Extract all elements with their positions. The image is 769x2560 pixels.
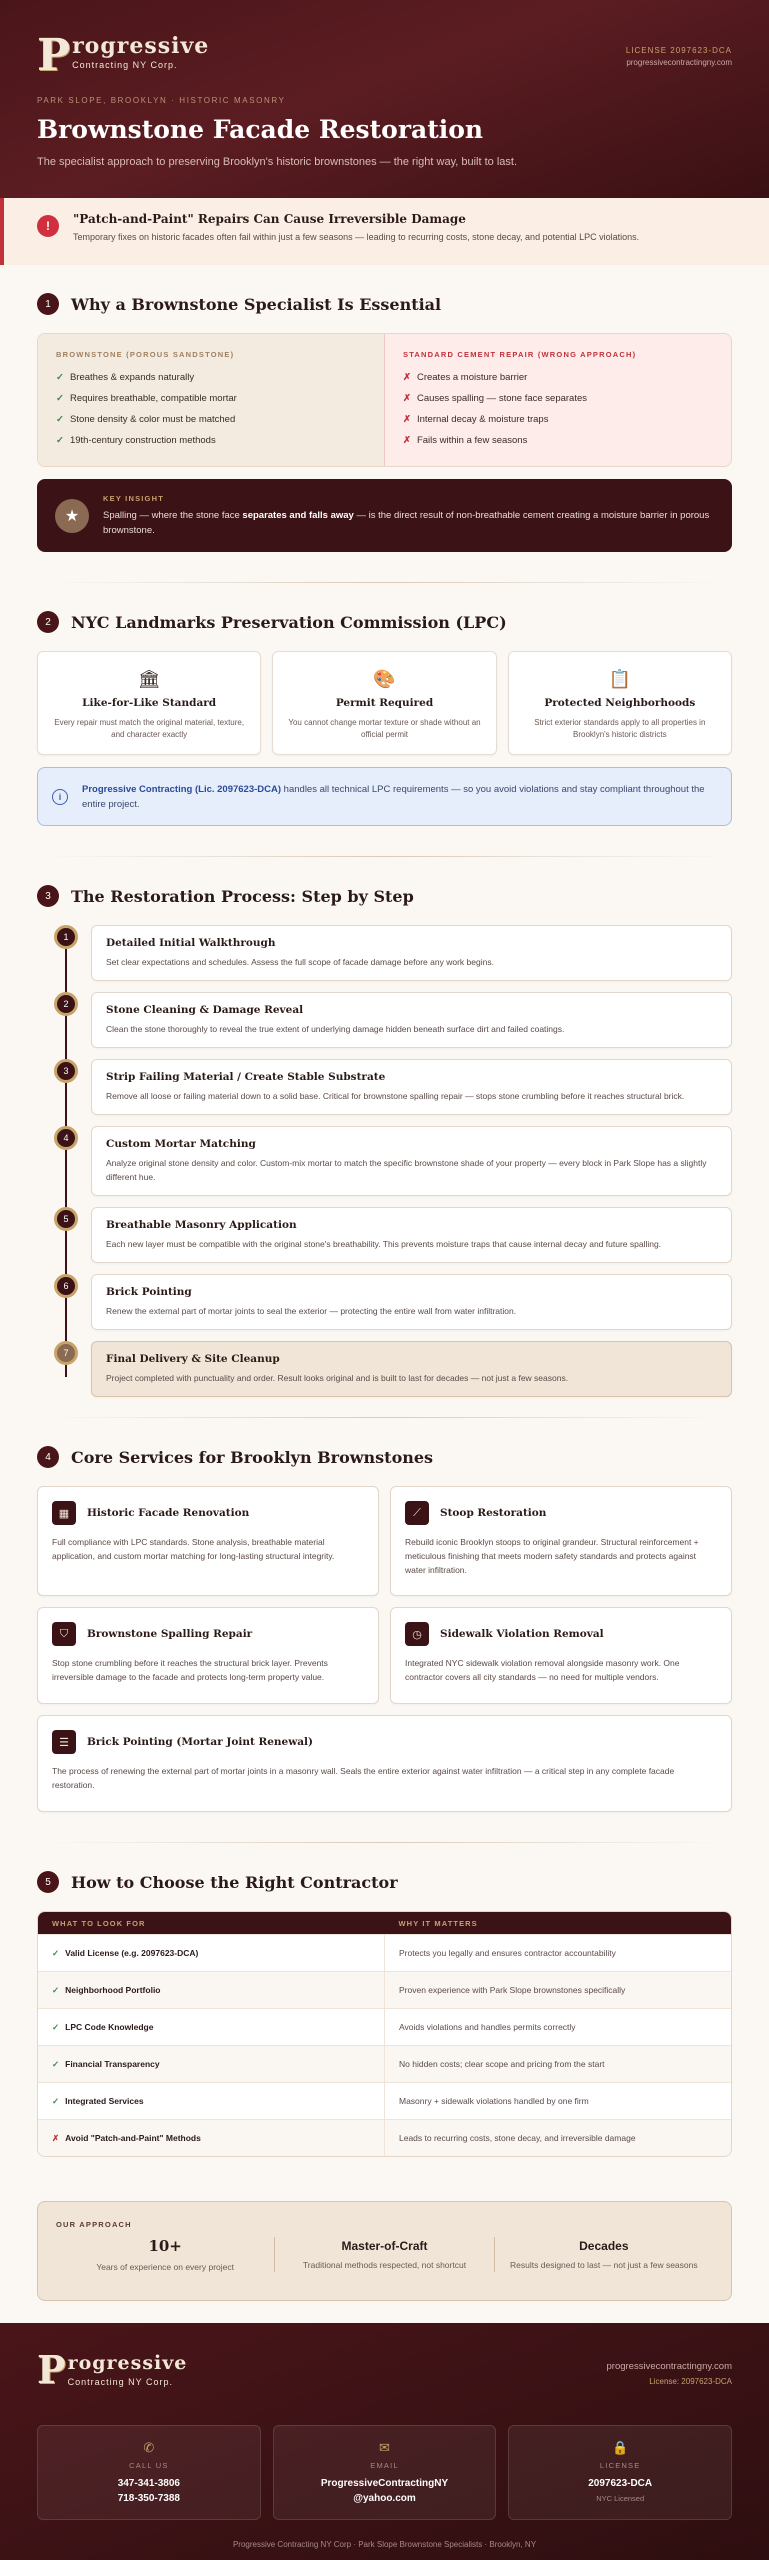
step-text: Analyze original stone density and color. Custom-mix mortar to match the specific brownstone shade of your property — every block in Park Slope has a slightly different hue.: [106, 1158, 707, 1182]
breadcrumb: PARK SLOPE, BROOKLYN · HISTORIC MASONRY: [37, 96, 286, 105]
service-title: Brownstone Spalling Repair: [87, 1628, 253, 1640]
footer: [0, 2323, 769, 2560]
column-header: WHAT TO LOOK FOR: [52, 1918, 146, 1928]
table-header: [38, 1912, 731, 1934]
step-number: 6: [54, 1274, 78, 1298]
key-insight: [37, 479, 732, 552]
logo-word: rogressive: [72, 33, 210, 59]
page-subtitle: The specialist approach to preserving Brooklyn's historic brownstones — the right way, built to last.: [37, 156, 518, 168]
criterion-cell: ✓ Valid License (e.g. 2097623-DCA): [38, 1935, 385, 1971]
facade-icon: ▦: [52, 1501, 76, 1525]
cross-icon: ✗: [403, 393, 411, 404]
card-text: You cannot change mortar texture or shade without an official permit: [288, 718, 481, 739]
cement-heading: STANDARD CEMENT REPAIR (WRONG APPROACH): [403, 350, 637, 359]
criterion-cell: ✗ Avoid "Patch-and-Paint" Methods: [38, 2120, 385, 2156]
card-text: Every repair must match the original material, texture, and character exactly: [54, 718, 245, 739]
service-title: Historic Facade Renovation: [87, 1507, 250, 1519]
clipboard-icon: 📋: [608, 669, 632, 689]
step-title: Brick Pointing: [106, 1286, 192, 1298]
step-card: [91, 1207, 732, 1263]
note-text: Progressive Contracting (Lic. 2097623-DCA) handles all technical LPC requirements — so you avoid violations and stay compliant throughout the entire project.: [82, 783, 705, 810]
email-address[interactable]: ProgressiveContractingNY @yahoo.com: [320, 2478, 449, 2504]
footer-license: License: 2097623-DCA: [649, 2377, 732, 2386]
lpc-card: [508, 651, 732, 755]
approach-panel: [37, 2201, 732, 2301]
divider: [37, 582, 732, 583]
card-label: EMAIL: [370, 2461, 399, 2470]
hero-band: [0, 0, 769, 198]
check-icon: ✓: [56, 393, 64, 404]
approach-label: OUR APPROACH: [56, 2220, 132, 2229]
section-number: 2: [37, 611, 59, 633]
service-card: [37, 1715, 732, 1812]
cross-icon: ✗: [403, 372, 411, 383]
section-services: [0, 1446, 769, 1812]
step-text: Each new layer must be compatible with the original stone's breathability. This prevents moisture traps that cause internal decay and future spalling.: [106, 1239, 662, 1249]
info-icon: i: [52, 789, 68, 805]
check-icon: ✓: [52, 1947, 60, 1958]
check-icon: ✓: [52, 1984, 60, 1995]
contractor-table: [37, 1911, 732, 2157]
service-card: [37, 1607, 379, 1704]
service-text: Integrated NYC sidewalk violation removal alongside masonry work. One contractor covers all city standards — no need for multiple vendors.: [405, 1658, 680, 1682]
warning-alert: [0, 198, 769, 265]
step-card: [91, 1341, 732, 1397]
reason-cell: Avoids violations and handles permits correctly: [399, 2022, 576, 2032]
service-card: [390, 1607, 732, 1704]
table-row: [38, 2119, 731, 2156]
table-row: [38, 1934, 731, 1971]
section-title: NYC Landmarks Preservation Commission (LPC): [71, 612, 507, 632]
step-number: 1: [54, 925, 78, 949]
card-title: Protected Neighborhoods: [544, 697, 696, 709]
card-title: Like-for-Like Standard: [82, 697, 217, 709]
table-row: [38, 1971, 731, 2008]
divider: [37, 1417, 732, 1418]
card-title: Permit Required: [335, 697, 434, 709]
card-text: Strict exterior standards apply to all properties in Brooklyn's historic districts: [534, 718, 706, 739]
cross-icon: ✗: [403, 414, 411, 425]
process-step: [37, 992, 732, 1048]
stairs-icon: ⟋: [405, 1501, 429, 1525]
reason-cell: Leads to recurring costs, stone decay, and irreversible damage: [399, 2133, 636, 2143]
table-row: [38, 2045, 731, 2082]
insight-label: KEY INSIGHT: [103, 493, 164, 503]
clock-icon: ◷: [405, 1622, 429, 1646]
warning-icon: !: [37, 215, 59, 237]
service-title: Brick Pointing (Mortar Joint Renewal): [87, 1736, 314, 1748]
service-title: Stoop Restoration: [440, 1507, 547, 1519]
step-card: [91, 1274, 732, 1330]
check-icon: ✓: [56, 414, 64, 425]
step-card: [91, 992, 732, 1048]
service-title: Sidewalk Violation Removal: [440, 1628, 604, 1640]
step-title: Strip Failing Material / Create Stable Substrate: [106, 1071, 386, 1083]
service-card: [37, 1486, 379, 1596]
section-number: 5: [37, 1871, 59, 1893]
list-item: ✗ Causes spalling — stone face separates: [403, 393, 588, 404]
contact-card-phone[interactable]: [37, 2425, 261, 2520]
step-number: 2: [54, 992, 78, 1016]
reason-cell: Masonry + sidewalk violations handled by one firm: [399, 2096, 589, 2106]
list-item: ✓ Requires breathable, compatible mortar: [56, 393, 237, 404]
step-text: Remove all loose or failing material down to a solid base. Critical for brownstone spalling repair — stops stone crumbling before it reaches structural brick.: [106, 1091, 685, 1101]
criterion-cell: ✓ Financial Transparency: [38, 2046, 385, 2082]
section-number: 1: [37, 293, 59, 315]
footer-url[interactable]: progressivecontractingny.com: [606, 2361, 732, 2372]
service-card: [390, 1486, 732, 1596]
step-card: [91, 1059, 732, 1115]
step-title: Detailed Initial Walkthrough: [106, 937, 276, 949]
step-title: Custom Mortar Matching: [106, 1138, 256, 1150]
steps-timeline: [37, 925, 732, 1397]
contact-card-license: [508, 2425, 732, 2520]
insight-text: Spalling — where the stone face separates and falls away — is the direct result of non-breathable cement creating a moisture barrier in porous brownstone.: [103, 509, 710, 536]
check-icon: ✓: [56, 372, 64, 383]
section-number: 4: [37, 1446, 59, 1468]
check-icon: ✓: [52, 2095, 60, 2106]
process-step: [37, 1207, 732, 1263]
phone-numbers[interactable]: 347-341-3806 718-350-7388: [117, 2478, 180, 2504]
section-title: Why a Brownstone Specialist Is Essential: [71, 294, 442, 314]
list-item: ✓ Stone density & color must be matched: [56, 414, 236, 425]
check-icon: ✓: [52, 2021, 60, 2032]
list-item: ✗ Fails within a few seasons: [403, 435, 528, 446]
card-label: LICENSE: [599, 2461, 641, 2470]
cross-icon: ✗: [403, 435, 411, 446]
alert-title: "Patch-and-Paint" Repairs Can Cause Irreversible Damage: [73, 212, 466, 226]
header-license: LICENSE 2097623-DCA: [625, 46, 732, 55]
service-text: Full compliance with LPC standards. Stone analysis, breathable material application, and custom mortar matching for long-lasting structural integrity.: [52, 1537, 335, 1561]
section-lpc: [0, 611, 769, 826]
step-title: Stone Cleaning & Damage Reveal: [106, 1004, 304, 1016]
criterion-cell: ✓ Neighborhood Portfolio: [38, 1972, 385, 2008]
approach-stat: Decades Results designed to last — not just a few seasons: [510, 2239, 698, 2270]
page-title: Brownstone Facade Restoration: [37, 115, 484, 144]
palette-icon: 🎨: [373, 669, 396, 689]
step-text: Clean the stone thoroughly to reveal the true extent of underlying damage hidden beneath surface dirt and failed coatings.: [106, 1024, 565, 1034]
logo-subtitle: Contracting NY Corp.: [72, 60, 178, 70]
card-label: CALL US: [129, 2461, 169, 2470]
criterion-cell: ✓ Integrated Services: [38, 2083, 385, 2119]
brownstone-heading: BROWNSTONE (POROUS SANDSTONE): [56, 350, 235, 359]
table-row: [38, 2082, 731, 2119]
shield-icon: ⛉: [52, 1622, 76, 1646]
process-step: [37, 1341, 732, 1397]
step-title: Final Delivery & Site Cleanup: [106, 1353, 280, 1365]
lock-icon: 🔒: [612, 2440, 629, 2455]
approach-stat: 10+ Years of experience on every project: [56, 2237, 275, 2272]
section-title: The Restoration Process: Step by Step: [71, 886, 414, 906]
header: [0, 0, 769, 81]
divider: [37, 1842, 732, 1843]
process-step: [37, 1126, 732, 1196]
process-step: [37, 1274, 732, 1330]
step-text: Set clear expectations and schedules. Assess the full scope of facade damage before any work begins.: [106, 957, 494, 967]
step-text: Project completed with punctuality and order. Result looks original and is built to last for decades — not just a few seasons.: [106, 1373, 569, 1383]
section-choose: [0, 1871, 769, 2301]
contact-card-email[interactable]: [273, 2425, 497, 2520]
reason-cell: No hidden costs; clear scope and pricing from the start: [399, 2059, 605, 2069]
check-icon: ✓: [52, 2058, 60, 2069]
mail-icon: ✉: [379, 2440, 390, 2455]
alert-text: Temporary fixes on historic facades often fail within just a few seasons — leading to recurring costs, stone decay, and potential LPC violations.: [73, 232, 640, 242]
process-step: [37, 925, 732, 981]
step-number: 3: [54, 1059, 78, 1083]
comparison-panel: [37, 333, 732, 467]
license-note: NYC Licensed: [596, 2494, 645, 2503]
logo-letter: P: [37, 30, 71, 81]
section-number: 3: [37, 885, 59, 907]
list-icon: ☰: [52, 1730, 76, 1754]
list-item: ✗ Internal decay & moisture traps: [403, 414, 549, 425]
license-number: 2097623-DCA: [588, 2478, 653, 2489]
service-text: Rebuild iconic Brooklyn stoops to original grandeur. Structural reinforcement + meticulous finishing that meets modern safety standards and protects against water infiltration.: [405, 1537, 699, 1575]
section-specialist: [0, 293, 769, 552]
compliance-note: [37, 767, 732, 826]
table-row: [38, 2008, 731, 2045]
section-title: How to Choose the Right Contractor: [71, 1872, 398, 1892]
step-number: 4: [54, 1126, 78, 1150]
section-title: Core Services for Brooklyn Brownstones: [71, 1447, 434, 1467]
list-item: ✗ Creates a moisture barrier: [403, 372, 528, 383]
lpc-card: [272, 651, 496, 755]
approach-stat: Master-of-Craft Traditional methods respected, not shortcut: [275, 2237, 494, 2272]
service-text: Stop stone crumbling before it reaches the structural brick layer. Prevents irreversible damage to the facade and protects long-term property value.: [52, 1658, 328, 1682]
process-step: [37, 1059, 732, 1115]
phone-icon: ✆: [143, 2440, 155, 2455]
service-text: The process of renewing the external part of mortar joints in a masonry wall. Seals the entire exterior against water infiltration — a critical step in any complete facade restoration.: [52, 1766, 675, 1790]
step-number: 5: [54, 1207, 78, 1231]
footer-copyright: Progressive Contracting NY Corp · Park Slope Brownstone Specialists · Brooklyn, NY: [232, 2540, 537, 2549]
reason-cell: Protects you legally and ensures contractor accountability: [399, 1948, 616, 1958]
step-text: Renew the external part of mortar joints to seal the exterior — protecting the entire wall from water infiltration.: [106, 1306, 517, 1316]
step-card: [91, 925, 732, 981]
logo-subtitle: Contracting NY Corp.: [67, 2377, 173, 2387]
section-process: [0, 885, 769, 1397]
divider: [37, 856, 732, 857]
list-item: ✓ Breathes & expands naturally: [56, 372, 195, 383]
header-url[interactable]: progressivecontractingny.com: [626, 58, 732, 67]
star-icon: ★: [55, 499, 89, 533]
step-number: 7: [54, 1341, 78, 1365]
step-card: [91, 1126, 732, 1196]
reason-cell: Proven experience with Park Slope brownstones specifically: [399, 1985, 626, 1995]
lpc-card: [37, 651, 261, 755]
cross-icon: ✗: [52, 2132, 60, 2143]
criterion-cell: ✓ LPC Code Knowledge: [38, 2009, 385, 2045]
check-icon: ✓: [56, 435, 64, 446]
logo-word: rogressive: [67, 2352, 188, 2374]
logo-letter: P: [37, 2347, 66, 2392]
landmark-icon: 🏛: [137, 669, 161, 689]
column-header: WHY IT MATTERS: [398, 1918, 478, 1928]
list-item: ✓ 19th-century construction methods: [56, 435, 216, 446]
step-title: Breathable Masonry Application: [106, 1219, 297, 1231]
